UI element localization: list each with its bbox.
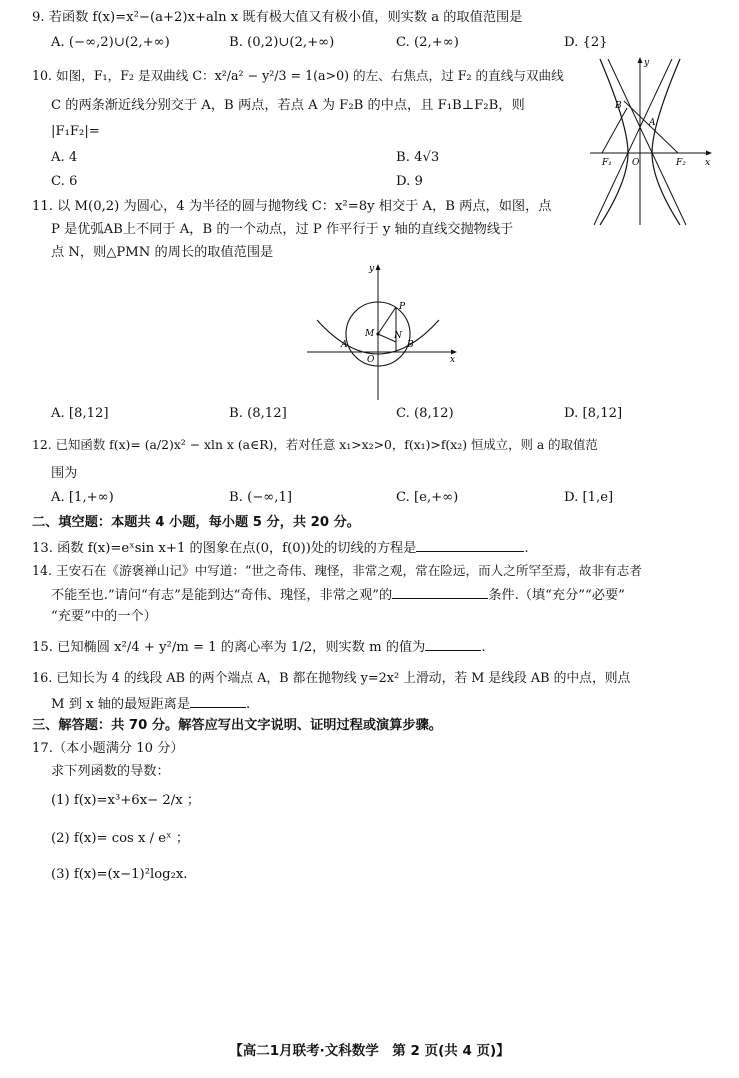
q14-text: 不能至也.”请问“有志”是能到达“奇伟、瑰怪，非常之观”的 xyxy=(51,588,393,603)
fig11-label-a: A xyxy=(341,340,348,350)
y-axis-arrow-icon xyxy=(638,57,643,63)
fig10-label-a: A xyxy=(649,118,656,128)
q17-prompt: 求下列函数的导数： xyxy=(51,764,170,779)
fig10-label-b: B xyxy=(615,101,622,111)
q12-line-2: 围为 xyxy=(51,466,78,481)
q11-line-1: 11. 以 M(0,2) 为圆心，4 为半径的圆与抛物线 C：x²=8y 相交于 A，B 两点，如图，点 xyxy=(32,199,552,214)
q12-option-c: C. [e,+∞) xyxy=(396,490,459,505)
q15-answer-blank xyxy=(425,638,481,651)
fig11-label-y: y xyxy=(369,264,375,274)
q9-option-a: A. (−∞,2)∪(2,+∞) xyxy=(51,35,170,50)
q13-text: 13. 函数 f(x)=eˣsin x+1 的图象在点(0，f(0))处的切线的方程是 xyxy=(32,541,417,556)
q14-line-2 xyxy=(51,586,625,605)
q16-end: . xyxy=(246,697,251,712)
x-axis-arrow-icon xyxy=(451,350,457,355)
fig11-label-o: O xyxy=(367,355,375,365)
section-2-heading: 二、填空题：本题共 4 小题，每小题 5 分，共 20 分。 xyxy=(32,515,360,530)
q14-answer-blank xyxy=(392,586,488,599)
y-axis-arrow-icon xyxy=(376,264,381,270)
q11-option-b: B. (8,12] xyxy=(229,406,287,421)
q9-option-c: C. (2,+∞) xyxy=(396,35,459,50)
fig11-label-b: B xyxy=(407,340,414,350)
q12-line-1: 12. 已知函数 f(x)= (a/2)x² − xln x (a∈R)，若对任意 x₁>x₂>0，f(x₁)>f(x₂) 恒成立，则 a 的取值范 xyxy=(32,437,598,452)
q10-option-c: C. 6 xyxy=(51,174,78,189)
fig11-label-x: x xyxy=(450,355,456,365)
fig10-label-x: x xyxy=(705,158,711,168)
fig11-label-p: P xyxy=(399,302,406,312)
q17-part-1: (1) f(x)=x³+6x− 2/x ； xyxy=(51,793,201,808)
q16-line-1: 16. 已知长为 4 的线段 AB 的两个端点 A，B 都在抛物线 y=2x² 上滑动，若 M 是线段 AB 的中点，则点 xyxy=(32,671,631,686)
q15-end: . xyxy=(481,640,486,655)
q11-line-3: 点 N，则△PMN 的周长的取值范围是 xyxy=(51,245,274,260)
q11-line-2: P 是优弧AB上不同于 A，B 的一个动点，过 P 作平行于 y 轴的直线交抛物线于 xyxy=(51,222,514,237)
q10-option-d: D. 9 xyxy=(396,174,423,189)
fig11-label-m: M xyxy=(365,329,375,339)
point-m xyxy=(376,332,379,335)
q12-option-a: A. [1,+∞) xyxy=(51,490,114,505)
fig10-label-f1: F₁ xyxy=(602,158,612,168)
q12-option-b: B. (−∞,1] xyxy=(229,490,292,505)
q17-title: 17.（本小题满分 10 分） xyxy=(32,741,184,756)
q11-option-a: A. [8,12] xyxy=(51,406,109,421)
q16-text: M 到 x 轴的最短距离是 xyxy=(51,697,191,712)
q11-option-d: D. [8,12] xyxy=(564,406,623,421)
asymptote-2 xyxy=(594,59,672,225)
q12-option-d: D. [1,e] xyxy=(564,490,614,505)
q11-circle-parabola-figure xyxy=(303,262,463,402)
q10-hyperbola-figure xyxy=(586,55,716,230)
q10-option-b: B. 4√3 xyxy=(396,150,440,165)
fig10-label-o: O xyxy=(632,158,640,168)
q9-option-d: D. {2} xyxy=(564,35,608,50)
q13-end: . xyxy=(524,541,529,556)
segment-f1-b xyxy=(602,108,627,153)
q9-stem: 9. 若函数 f(x)=x²−(a+2)x+aln x 既有极大值又有极小值，则实数 a 的取值范围是 xyxy=(32,10,523,25)
q10-line-2: C 的两条渐近线分别交于 A，B 两点，若点 A 为 F₂B 的中点，且 F₁B⊥F₂B，则 xyxy=(51,98,525,113)
q10-option-a: A. 4 xyxy=(51,150,78,165)
fig11-label-n: N xyxy=(394,331,402,341)
x-axis-arrow-icon xyxy=(706,151,712,156)
q15-line xyxy=(32,638,486,657)
q10-line-3: |F₁F₂|= xyxy=(51,124,100,139)
q17-part-3: (3) f(x)=(x−1)²log₂x. xyxy=(51,867,188,882)
section-3-heading: 三、解答题：共 70 分。解答应写出文字说明、证明过程或演算步骤。 xyxy=(32,718,442,733)
q16-answer-blank xyxy=(190,695,246,708)
q14-text-tail: 条件.（填“充分”“必要” xyxy=(488,588,625,603)
q9-option-b: B. (0,2)∪(2,+∞) xyxy=(229,35,335,50)
q17-part-2: (2) f(x)= cos x / eˣ ； xyxy=(51,831,190,846)
fig10-label-f2: F₂ xyxy=(676,158,686,168)
q16-line-2 xyxy=(51,695,250,714)
fig10-label-y: y xyxy=(644,58,650,68)
q14-line-1: 14. 王安石在《游褒禅山记》中写道：“世之奇伟、瑰怪，非常之观，常在险远，而人之所罕至焉，故非有志者 xyxy=(32,563,642,578)
q11-option-c: C. (8,12) xyxy=(396,406,454,421)
q10-line-1: 10. 如图，F₁，F₂ 是双曲线 C：x²/a² − y²/3 = 1(a>0) 的左、右焦点，过 F₂ 的直线与双曲线 xyxy=(32,68,564,83)
segment-mp xyxy=(378,307,396,334)
page-footer: 【高二1月联考·文科数学 第 2 页(共 4 页)】 xyxy=(229,1043,510,1059)
q14-line-3: “充要”中的一个） xyxy=(51,609,157,624)
asymptote-1 xyxy=(608,59,686,225)
q13-line xyxy=(32,539,529,558)
q13-answer-blank xyxy=(416,539,524,552)
q15-text: 15. 已知椭圆 x²/4 + y²/m = 1 的离心率为 1/2，则实数 m 的值为 xyxy=(32,640,426,655)
hyperbola-left-branch xyxy=(600,59,628,225)
